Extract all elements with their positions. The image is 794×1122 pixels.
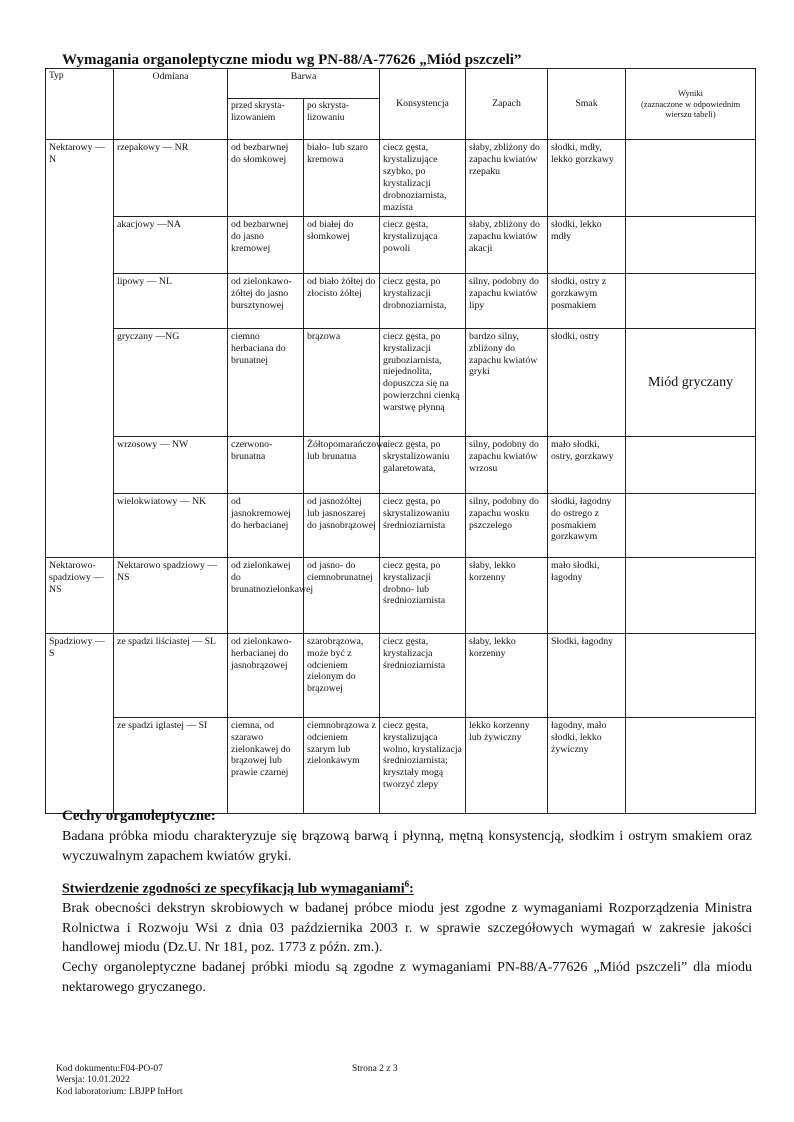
cell-zapach: słaby, zbliżony do zapachu kwiatów rzepaku bbox=[466, 140, 548, 217]
cell-wynik bbox=[626, 273, 756, 328]
cell-odmiana: akacjowy —NA bbox=[114, 216, 228, 273]
result-mark: Miód gryczany bbox=[626, 328, 756, 436]
cell-po: Żółtopomarańczowa lub brunatna bbox=[304, 436, 380, 493]
cechy-text: Badana próbka miodu charakteryzuje się brązową barwą i płynną, mętną konsystencją, słodkim i ostrym smakiem oraz wyczuwalnym zapachem kwiatów gryki. bbox=[62, 829, 752, 864]
header-wyniki-label: Wyniki bbox=[678, 88, 704, 99]
table-row bbox=[46, 493, 756, 557]
cell-po: od biało żółtej do złocisto żółtej bbox=[304, 273, 380, 328]
cell-wynik bbox=[626, 216, 756, 273]
cell-smak: słodki, łagodny do ostrego z posmakiem gorzkawym bbox=[548, 493, 626, 557]
cell-odmiana: Nektarowo spadziowy — NS bbox=[114, 557, 228, 633]
header-po: po skrysta-lizowaniu bbox=[304, 99, 380, 140]
header-konsystencja: Konsystencja bbox=[380, 69, 466, 140]
zgodnosc-heading-text: Stwierdzenie zgodności ze specyfikacją lub wymaganiami bbox=[62, 881, 405, 897]
page-number: Strona 2 z 3 bbox=[352, 1064, 398, 1074]
footer-doc-code: Kod dokumentu:F04-PO-07 bbox=[56, 1064, 163, 1074]
cell-zapach: słaby, lekko korzenny bbox=[466, 633, 548, 717]
header-barwa: Barwa bbox=[228, 69, 380, 99]
cell-przed: czerwono-brunatna bbox=[228, 436, 304, 493]
header-przed: przed skrysta-lizowaniem bbox=[228, 99, 304, 140]
cechy-heading: Cechy organoleptyczne: bbox=[62, 808, 216, 824]
cell-odmiana: gryczany —NG bbox=[114, 328, 228, 436]
cell-zapach: bardzo silny, zbliżony do zapachu kwiatów gryki bbox=[466, 328, 548, 436]
cechy-section bbox=[62, 806, 752, 866]
cell-smak: słodki, ostry bbox=[548, 328, 626, 436]
cell-wynik bbox=[626, 436, 756, 493]
table-row bbox=[46, 328, 756, 436]
cell-smak: łagodny, mało słodki, lekko żywiczny bbox=[548, 717, 626, 813]
cell-odmiana: ze spadzi liściastej — SL bbox=[114, 633, 228, 717]
cell-po: biało- lub szaro kremowa bbox=[304, 140, 380, 217]
footer-version: Wersja: 10.01.2022 bbox=[56, 1075, 130, 1086]
cell-konsystencja: ciecz gęsta, krystalizująca wolno, krystalizacja średnioziarnista; kryształy mogą tworzyć zlepy bbox=[380, 717, 466, 813]
cell-typ: Spadziowy — S bbox=[46, 633, 114, 813]
cell-przed: od jasnokremowej do herbacianej bbox=[228, 493, 304, 557]
cell-konsystencja: ciecz gęsta, po skrystalizowaniu średnioziarnista bbox=[380, 493, 466, 557]
cell-odmiana: wielokwiatowy — NK bbox=[114, 493, 228, 557]
cell-smak: słodki, ostry z gorzkawym posmakiem bbox=[548, 273, 626, 328]
cell-odmiana: lipowy — NL bbox=[114, 273, 228, 328]
cell-wynik bbox=[626, 557, 756, 633]
cell-przed: od zielonkawo-herbacianej do jasnobrązowej bbox=[228, 633, 304, 717]
cell-smak: słodki, mdły, lekko gorzkawy bbox=[548, 140, 626, 217]
cell-zapach: silny, podobny do zapachu kwiatów lipy bbox=[466, 273, 548, 328]
cell-zapach: słaby, zbliżony do zapachu kwiatów akacji bbox=[466, 216, 548, 273]
cell-przed: od bezbarwnej do jasno kremowej bbox=[228, 216, 304, 273]
header-odmiana: Odmiana bbox=[114, 69, 228, 140]
cell-smak: słodki, lekko mdły bbox=[548, 216, 626, 273]
cell-po: od jasno- do ciemnobrunatnej bbox=[304, 557, 380, 633]
cell-konsystencja: ciecz gęsta, po krystalizacji drobnoziarnista, bbox=[380, 273, 466, 328]
requirements-table bbox=[45, 68, 756, 814]
cell-konsystencja: ciecz gęsta, krystalizująca powoli bbox=[380, 216, 466, 273]
cell-wynik bbox=[626, 717, 756, 813]
zgodnosc-heading-colon: : bbox=[409, 881, 414, 897]
cell-przed: od zielonkawej do brunatnozielonkawej bbox=[228, 557, 304, 633]
cell-smak: mało słodki, ostry, gorzkawy bbox=[548, 436, 626, 493]
zgodnosc-section bbox=[62, 878, 752, 997]
cell-konsystencja: ciecz gęsta, po krystalizacji drobno- lub średnioziarnista bbox=[380, 557, 466, 633]
footer-lab-code: Kod laboratorium: LBJPP InHort bbox=[56, 1086, 183, 1097]
header-smak: Smak bbox=[548, 69, 626, 140]
table-row bbox=[46, 717, 756, 813]
cell-po: szarobrązowa, może być z odcieniem zielonym do brązowej bbox=[304, 633, 380, 717]
table-row bbox=[46, 436, 756, 493]
cell-zapach: słaby, lekko korzenny bbox=[466, 557, 548, 633]
cell-zapach: lekko korzenny lub żywiczny bbox=[466, 717, 548, 813]
document-title: Wymagania organoleptyczne miodu wg PN-88/A-77626 „Miód pszczeli” bbox=[62, 52, 522, 68]
cell-konsystencja: ciecz gęsta, po skrystalizowaniu galaretowata, bbox=[380, 436, 466, 493]
cell-po: ciemnobrązowa z odcieniem szarym lub zielonkawym bbox=[304, 717, 380, 813]
table-row bbox=[46, 633, 756, 717]
cell-zapach: silny, podobny do zapachu kwiatów wrzosu bbox=[466, 436, 548, 493]
cell-wynik bbox=[626, 633, 756, 717]
cell-przed: od zielonkawo-żółtej do jasno bursztynowej bbox=[228, 273, 304, 328]
cell-przed: ciemno herbaciana do brunatnej bbox=[228, 328, 304, 436]
cell-konsystencja: ciecz gęsta, krystalizujące szybko, po krystalizacji drobnoziarnista, mazista bbox=[380, 140, 466, 217]
cell-konsystencja: ciecz gęsta, po krystalizacji gruboziarnista, niejednolita, dopuszcza się na powierzchni cienką warstwę płynną bbox=[380, 328, 466, 436]
cell-przed: ciemna, od szarawo zielonkawej do brązowej lub prawie czarnej bbox=[228, 717, 304, 813]
cell-wynik bbox=[626, 140, 756, 217]
zgodnosc-paragraph-2: Cechy organoleptyczne badanej próbki miodu są zgodne z wymaganiami PN-88/A-77626 „Miód pszczeli” dla miodu nektarowego gryczanego. bbox=[62, 960, 752, 995]
cell-wynik bbox=[626, 493, 756, 557]
footnote-marker: 6 bbox=[404, 879, 410, 889]
table-row bbox=[46, 557, 756, 633]
cell-smak: Słodki, łagodny bbox=[548, 633, 626, 717]
footer-meta bbox=[56, 1064, 183, 1098]
zgodnosc-paragraph-1: Brak obecności dekstryn skrobiowych w badanej próbce miodu jest zgodne z wymaganiami Rozporządzenia Ministra Rolnictwa i Rozwoju Wsi z dnia 03 października 2003 r. w sprawie szczegółowych wymagań w zakresie jakości handlowej miodu (Dz.U. Nr 181, poz. 1773 z późn. zm.). bbox=[62, 901, 752, 956]
table-row bbox=[46, 216, 756, 273]
cell-typ: Nektarowo-spadziowy — NS bbox=[46, 557, 114, 633]
cell-po: brązowa bbox=[304, 328, 380, 436]
cell-typ: Nektarowy — N bbox=[46, 140, 114, 558]
cell-odmiana: ze spadzi iglastej — SI bbox=[114, 717, 228, 813]
zgodnosc-heading bbox=[62, 878, 752, 899]
cell-konsystencja: ciecz gęsta, krystalizacja średnioziarnista bbox=[380, 633, 466, 717]
cell-smak: mało słodki, łagodny bbox=[548, 557, 626, 633]
cell-odmiana: rzepakowy — NR bbox=[114, 140, 228, 217]
cell-przed: od bezbarwnej do słomkowej bbox=[228, 140, 304, 217]
table-row bbox=[46, 273, 756, 328]
table-row bbox=[46, 140, 756, 217]
cell-po: od jasnożółtej lub jasnoszarej do jasnobrązowej bbox=[304, 493, 380, 557]
header-zapach: Zapach bbox=[466, 69, 548, 140]
header-wyniki bbox=[626, 69, 756, 140]
cell-odmiana: wrzosowy — NW bbox=[114, 436, 228, 493]
header-wyniki-note: (zaznaczone w odpowiednim wierszu tabeli) bbox=[640, 98, 741, 120]
cell-zapach: silny, podobny do zapachu wosku pszczelego bbox=[466, 493, 548, 557]
header-typ: Typ bbox=[46, 69, 114, 140]
cell-po: od białej do słomkowej bbox=[304, 216, 380, 273]
